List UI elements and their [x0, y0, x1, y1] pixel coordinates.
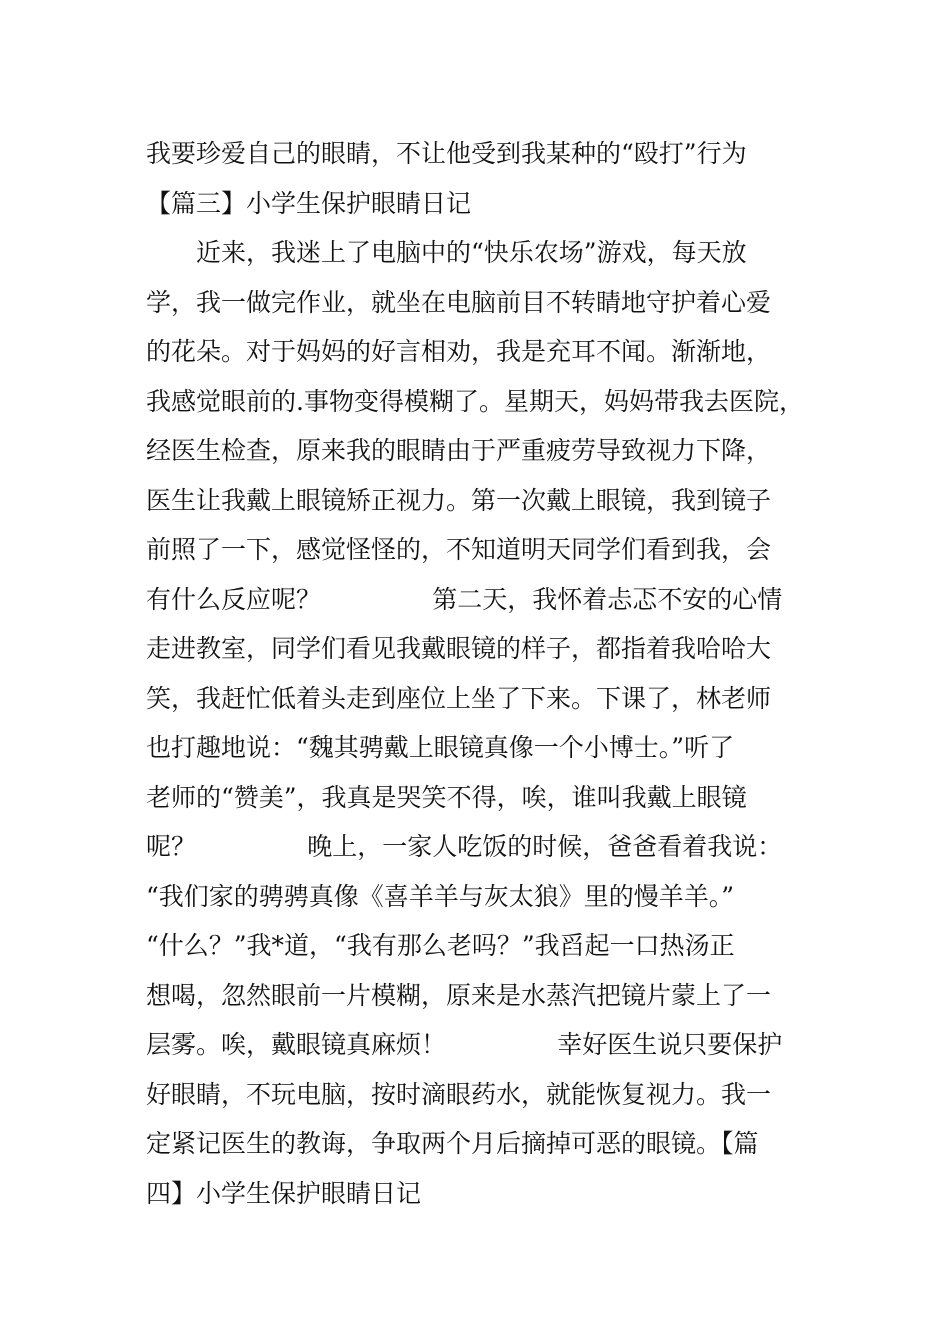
- text-line: 定紧记医生的教诲，争取两个月后摘掉可恶的眼镜。【篇: [146, 1129, 759, 1158]
- document-body: [146, 129, 816, 1218]
- text-line: “什么？”我*道，“我有那么老吗？”我舀起一口热汤正: [146, 931, 735, 960]
- text-line: 经医生检查，原来我的眼睛由于严重疲劳导致视力下降，: [146, 436, 772, 465]
- text-line: 呢？ 晚上，一家人吃饭的时候，爸爸看着我说：: [146, 832, 783, 861]
- text-line: 我要珍爱自己的眼睛，不让他受到我某种的“殴打”行为: [146, 139, 747, 168]
- section-heading: 【篇三】小学生保护眼睛日记: [146, 188, 472, 218]
- text-line: 老师的“赞美”，我真是哭笑不得，唉，谁叫我戴上眼镜: [146, 782, 747, 812]
- text-line: 四】小学生保护眼睛日记: [146, 1178, 422, 1208]
- text-line: 走进教室，同学们看见我戴眼镜的样子，都指着我哈哈大: [146, 634, 772, 663]
- text-line: 笑，我赶忙低着头走到座位上坐了下来。下课了，林老师: [146, 683, 772, 713]
- text-line: “我们家的骋骋真像《喜羊羊与灰太狼》里的慢羊羊。”: [146, 881, 735, 911]
- text-line: 好眼睛，不玩电脑，按时滴眼药水，就能恢复视力。我一: [146, 1079, 772, 1109]
- text-line: 学，我一做完作业，就坐在电脑前目不转睛地守护着心爱: [146, 287, 772, 317]
- text-line: 前照了一下，感觉怪怪的，不知道明天同学们看到我，会: [146, 535, 772, 564]
- text-line: 层雾。唉，戴眼镜真麻烦！ 幸好医生说只要保护: [146, 1030, 783, 1059]
- text-line: 我感觉眼前的.事物变得模糊了。星期天，妈妈带我去医院，: [146, 386, 804, 416]
- text-line: 想喝，忽然眼前一片模糊，原来是水蒸汽把镜片蒙上了一: [146, 980, 772, 1010]
- text-line: 的花朵。对于妈妈的好言相劝，我是充耳不闻。渐渐地，: [146, 337, 772, 366]
- text-line: 医生让我戴上眼镜矫正视力。第一次戴上眼镜，我到镜子: [146, 485, 772, 515]
- text-line: 也打趣地说：“魏其骋戴上眼镜真像一个小博士。”听了: [146, 733, 735, 762]
- text-line: 近来，我迷上了电脑中的“快乐农场”游戏，每天放: [196, 238, 747, 267]
- text-line: 有什么反应呢？ 第二天，我怀着忐忑不安的心情: [146, 584, 783, 614]
